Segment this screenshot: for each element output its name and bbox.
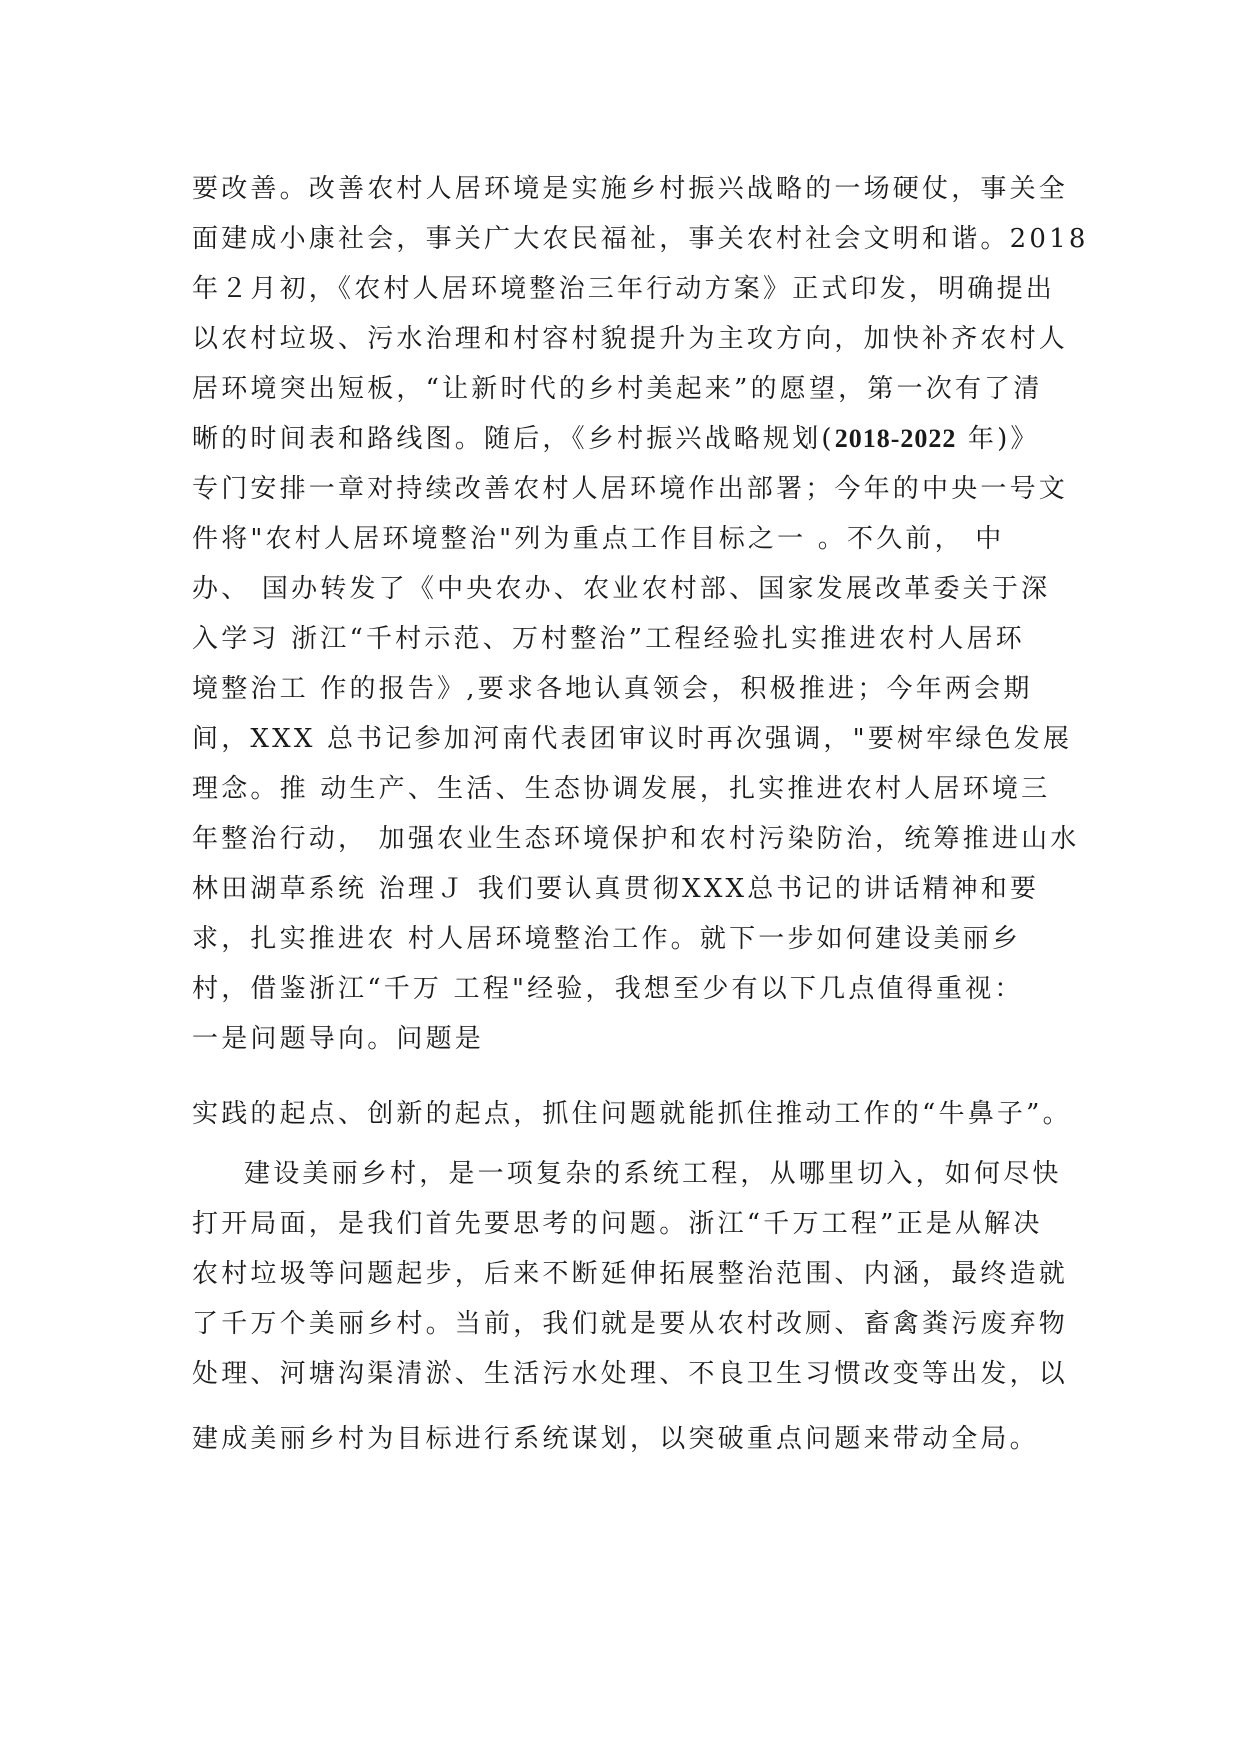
text-line: 了千万个美丽乡村。当前，我们就是要从农村改厕、畜禽粪污废弃物 (192, 1309, 1069, 1339)
text-line: 农村垃圾等问题起步，后来不断延伸拓展整治范围、内涵，最终造就 (192, 1259, 1069, 1289)
text-line: 件将"农村人居环境整治"列为重点工作目标之一 。不久前， 中 (192, 524, 1005, 554)
year-range: 2018-2022 (834, 424, 957, 453)
text-line: 要改善。改善农村人居环境是实施乡村振兴战略的一场硬仗，事关全 (192, 174, 1069, 204)
text-segment: 年)》 (956, 424, 1040, 454)
text-line (192, 422, 1040, 456)
text-line: 居环境突出短板，“让新时代的乡村美起来”的愿望，第一次有了清 (192, 374, 1043, 404)
text-line: 以农村垃圾、污水治理和村容村貌提升为主攻方向，加快补齐农村人 (192, 324, 1069, 354)
text-line: 求，扎实推进农 村人居环境整治工作。就下一步如何建设美丽乡 (192, 924, 1022, 954)
text-line: 办、 国办转发了《中央农办、农业农村部、国家发展改革委关于深 (192, 574, 1051, 604)
text-line: 理念。推 动生产、生活、生态协调发展，扎实推进农村人居环境三 (192, 774, 1051, 804)
text-line: 实践的起点、创新的起点，抓住问题就能抓住推动工作的“牛鼻子”。 (192, 1099, 1072, 1129)
text-line: 面建成小康社会，事关广大农民福祉，事关农村社会文明和谐。2018 (192, 224, 1089, 254)
text-line: 处理、河塘沟渠清淤、生活污水处理、不良卫生习惯改变等出发，以 (192, 1359, 1069, 1389)
text-line: 境整治工 作的报告》,要求各地认真领会，积极推进；今年两会期 (192, 674, 1033, 704)
text-line: 建成美丽乡村为目标进行系统谋划，以突破重点问题来带动全局。 (192, 1424, 1039, 1454)
text-line: 打开局面，是我们首先要思考的问题。浙江“千万工程”正是从解决 (192, 1209, 1043, 1239)
text-segment: 晰的时间表和路线图。随后，《乡村振兴战略规划( (192, 424, 835, 454)
text-line: 专门安排一章对持续改善农村人居环境作出部署；今年的中央一号文 (192, 474, 1069, 504)
text-line: 村，借鉴浙江“千万 工程"经验，我想至少有以下几点值得重视： (192, 974, 1024, 1004)
text-line: 年２月初，《农村人居环境整治三年行动方案》正式印发，明确提出 (192, 274, 1056, 304)
text-line: 林田湖草系统 治理Ｊ 我们要认真贯彻XXX总书记的讲话精神和要 (192, 874, 1040, 904)
paragraph-first-line: 建设美丽乡村，是一项复杂的系统工程，从哪里切入，如何尽快 (244, 1159, 1062, 1189)
text-line: 一是问题导向。问题是 (192, 1024, 485, 1054)
text-line: 间，XXX 总书记参加河南代表团审议时再次强调，"要树牢绿色发展 (192, 724, 1073, 754)
text-line: 年整治行动， 加强农业生态环境保护和农村污染防治，统筹推进山水 (192, 824, 1080, 854)
text-line: 入学习 浙江“千村示范、万村整治”工程经验扎实推进农村人居环 (192, 624, 1025, 654)
